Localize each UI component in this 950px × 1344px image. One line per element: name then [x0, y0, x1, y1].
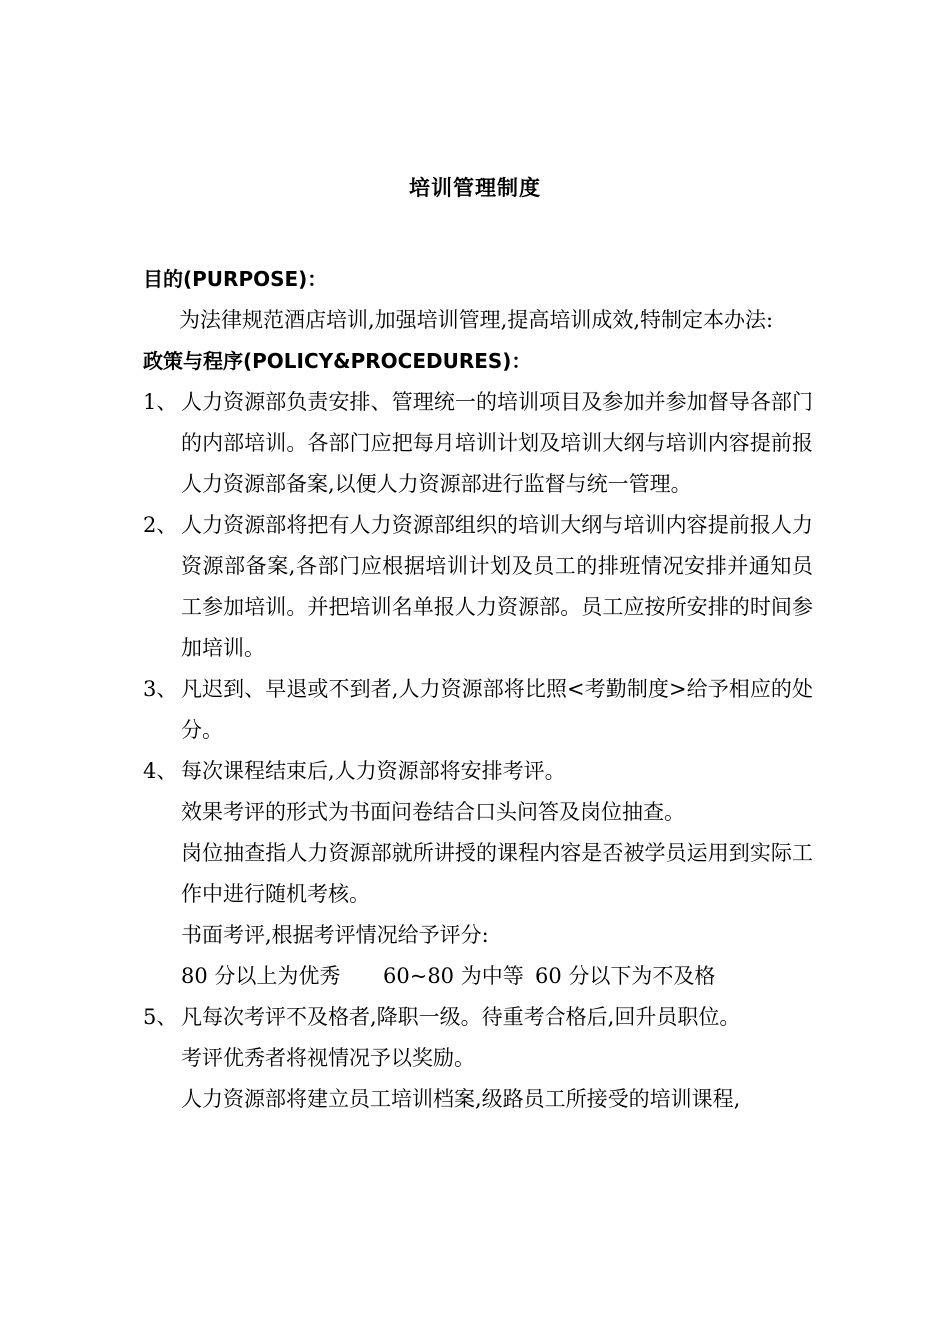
- policy-item-5: [143, 997, 813, 1038]
- item-text: 凡每次考评不及格者,降职一级。待重考合格后,回升员职位。: [181, 1005, 741, 1029]
- item-number: 5、: [143, 1005, 178, 1029]
- item-text: 凡迟到、早退或不到者,人力资源部将比照<考勤制度>给予相应的处分。: [181, 677, 813, 742]
- policy-heading: 政策与程序(POLICY&PROCEDURES)：: [143, 349, 532, 373]
- item-text: 人力资源部将把有人力资源部组织的培训大纲与培训内容提前报人力资源部备案,各部门应根据培训计划及员工的排班情况安排并通知员工参加培训。并把培训名单报人力资源部。员工应按所安排的时间参加培训。: [181, 513, 813, 660]
- item-5-sub-1: 考评优秀者将视情况予以奖励。: [181, 1046, 475, 1070]
- purpose-text: 为法律规范酒店培训,加强培训管理,提高培训成效,特制定本办法:: [179, 308, 774, 332]
- item-number: 1、: [143, 390, 178, 414]
- item-number: 4、: [143, 759, 178, 783]
- document-body: [143, 259, 813, 1120]
- policy-item-3: [143, 669, 813, 751]
- item-4-sub-1: 效果考评的形式为书面问卷结合口头问答及岗位抽查。: [181, 800, 685, 824]
- item-5-sub-2: 人力资源部将建立员工培训档案,级路员工所接受的培训课程,: [181, 1087, 741, 1111]
- item-4-sub-2: 岗位抽查指人力资源部就所讲授的课程内容是否被学员运用到实际工作中进行随机考核。: [181, 841, 813, 906]
- item-number: 2、: [143, 513, 178, 537]
- item-number: 3、: [143, 677, 178, 701]
- grade-medium: 60~80 为中等: [383, 964, 524, 988]
- policy-item-4: [143, 751, 813, 792]
- item-text: 人力资源部负责安排、管理统一的培训项目及参加并参加督导各部门的内部培训。各部门应把每月培训计划及培训大纲与培训内容提前报人力资源部备案,以便人力资源部进行监督与统一管理。: [181, 390, 813, 496]
- policy-item-1: [143, 382, 813, 505]
- grading-scale: [143, 956, 813, 997]
- grade-fail: 60 分以下为不及格: [535, 964, 716, 988]
- policy-item-2: [143, 505, 813, 669]
- grade-excellent: 80 分以上为优秀: [181, 964, 341, 988]
- document-title: 培训管理制度: [409, 176, 541, 200]
- purpose-heading: 目的(PURPOSE)：: [143, 267, 328, 291]
- item-4-sub-3: 书面考评,根据考评情况给予评分:: [181, 923, 489, 947]
- item-text: 每次课程结束后,人力资源部将安排考评。: [181, 759, 566, 783]
